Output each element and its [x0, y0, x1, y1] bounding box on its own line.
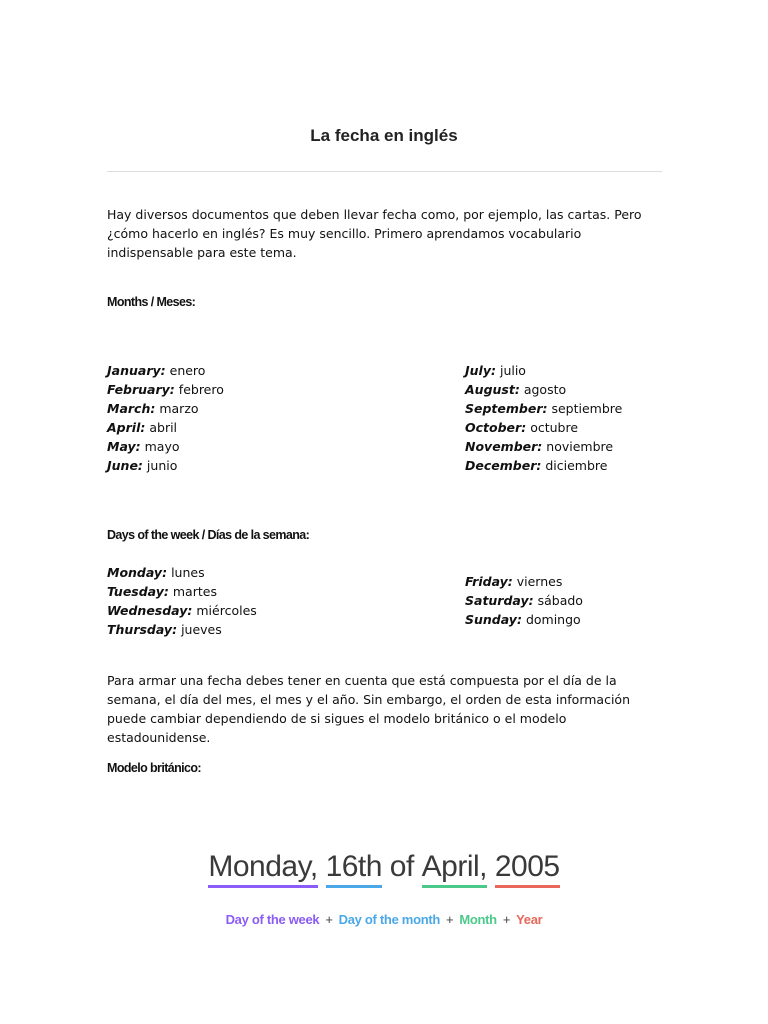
day-row	[107, 620, 257, 639]
british-model-heading: Modelo británico:	[107, 761, 201, 775]
day-spanish: viernes	[516, 574, 563, 589]
day-spanish: sábado	[537, 593, 583, 608]
example-year: 2005	[495, 850, 560, 888]
day-english: Sunday:	[465, 612, 522, 627]
day-spanish: jueves	[181, 622, 222, 637]
day-spanish: domingo	[525, 612, 581, 627]
month-spanish: septiembre	[551, 401, 623, 416]
day-row	[465, 610, 583, 629]
legend-month: Month	[459, 912, 497, 927]
month-english: November:	[465, 439, 543, 454]
month-row	[107, 437, 224, 456]
example-month: April,	[422, 850, 487, 888]
month-english: June:	[107, 458, 143, 473]
month-row	[465, 418, 622, 437]
day-row	[107, 582, 257, 601]
month-english: March:	[107, 401, 156, 416]
day-spanish: miércoles	[196, 603, 257, 618]
days-heading: Days of the week / Días de la semana:	[107, 528, 310, 542]
month-english: January:	[107, 363, 166, 378]
date-example	[0, 850, 768, 888]
month-spanish: febrero	[178, 382, 224, 397]
month-spanish: junio	[146, 458, 178, 473]
page-title: La fecha en inglés	[310, 126, 458, 145]
month-spanish: abril	[149, 420, 178, 435]
month-spanish: mayo	[144, 439, 180, 454]
example-day: Monday,	[208, 850, 317, 888]
month-row	[107, 456, 224, 475]
month-row	[465, 437, 622, 456]
days-list-left	[107, 563, 257, 639]
plus-sign: +	[325, 912, 333, 927]
plus-sign: +	[502, 912, 511, 927]
month-english: August:	[465, 382, 520, 397]
month-row	[465, 361, 622, 380]
legend-day-of-week: Day of the week	[225, 912, 320, 927]
legend-year: Year	[516, 912, 543, 927]
month-row	[465, 380, 622, 399]
month-spanish: diciembre	[545, 458, 608, 473]
day-spanish: lunes	[171, 565, 205, 580]
month-spanish: enero	[169, 363, 206, 378]
day-english: Tuesday:	[107, 584, 169, 599]
month-english: July:	[465, 363, 496, 378]
day-english: Thursday:	[107, 622, 178, 637]
day-spanish: martes	[172, 584, 217, 599]
month-english: May:	[107, 439, 141, 454]
day-english: Saturday:	[465, 593, 534, 608]
months-heading: Months / Meses:	[107, 295, 196, 309]
date-legend	[0, 912, 768, 927]
month-english: February:	[107, 382, 175, 397]
days-list-right	[465, 572, 583, 629]
month-row	[465, 456, 622, 475]
plus-sign: +	[446, 912, 454, 927]
month-spanish: julio	[499, 363, 526, 378]
day-row	[465, 591, 583, 610]
month-row	[465, 399, 622, 418]
months-list-left	[107, 361, 224, 475]
month-row	[107, 418, 224, 437]
month-english: December:	[465, 458, 542, 473]
day-row	[107, 601, 257, 620]
month-row	[107, 361, 224, 380]
day-row	[465, 572, 583, 591]
explanation-paragraph: Para armar una fecha debes tener en cuenta que está compuesta por el día de la semana, el día del mes, el mes y el año. Sin embargo, el orden de esta información puede cambiar dependiendo de si sigues el modelo británico o el modelo estadounidense.	[107, 673, 630, 745]
month-spanish: noviembre	[546, 439, 614, 454]
intro-paragraph: Hay diversos documentos que deben llevar fecha como, por ejemplo, las cartas. Pero ¿cómo hacerlo en inglés? Es muy sencillo. Primero aprendamos vocabulario indispensable para este tema.	[107, 207, 642, 260]
day-english: Wednesday:	[107, 603, 193, 618]
month-row	[107, 399, 224, 418]
day-row	[107, 563, 257, 582]
example-date: 16th	[326, 850, 382, 888]
months-list-right	[465, 361, 622, 475]
day-english: Monday:	[107, 565, 168, 580]
month-spanish: marzo	[159, 401, 199, 416]
legend-day-of-month: Day of the month	[338, 912, 441, 927]
month-row	[107, 380, 224, 399]
month-english: October:	[465, 420, 527, 435]
example-of: of	[389, 850, 414, 883]
month-english: April:	[107, 420, 146, 435]
month-spanish: agosto	[523, 382, 567, 397]
day-english: Friday:	[465, 574, 513, 589]
title-divider	[107, 171, 662, 172]
month-english: September:	[465, 401, 548, 416]
month-spanish: octubre	[530, 420, 579, 435]
